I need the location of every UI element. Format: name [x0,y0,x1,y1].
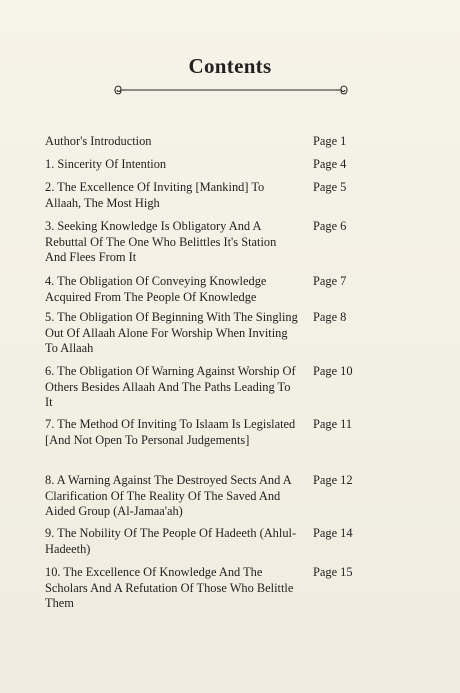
toc-entry-page: Page 5 [313,180,347,194]
toc-entry-page: Page 12 [313,473,353,487]
toc-entry-title: 4. The Obligation Of Conveying Knowledge Acquired From The People Of Knowledge [45,274,267,304]
toc-entry-title: 5. The Obligation Of Beginning With The Singling Out Of Allaah Alone For Worship When Inviting To Allaah [45,310,298,356]
toc-entry-page: Page 4 [313,157,347,171]
toc-entry-page: Page 15 [313,565,353,579]
toc-entry-5 [45,310,375,357]
toc-entry-title: 9. The Nobility Of The People Of Hadeeth (Ahlul-Hadeeth) [45,526,297,556]
toc-entry-title: 7. The Method Of Inviting To Islaam Is Legislated [And Not Open To Personal Judgements] [45,417,296,447]
toc-entry-page: Page 10 [313,364,353,378]
toc-entry-title: 8. A Warning Against The Destroyed Sects And A Clarification Of The Reality Of The Saved And Aided Group (Al-Jamaa'ah) [45,473,291,519]
toc-entry-page: Page 6 [313,219,347,233]
toc-entry-10 [45,565,375,612]
toc-entry-title: 1. Sincerity Of Intention [45,157,167,171]
toc-entry-9 [45,526,375,557]
toc-entry-title: Author's Introduction [45,134,152,148]
toc-entry-8 [45,473,375,520]
toc-entry-title: 10. The Excellence Of Knowledge And The Scholars And A Refutation Of Those Who Belittle Them [45,565,294,611]
toc-entry-page: Page 1 [313,134,347,148]
page-title: Contents [188,54,272,78]
toc-entry-3 [45,219,375,266]
toc-entry-page: Page 7 [313,274,347,288]
ornamental-rule [112,83,350,97]
toc-entry-4 [45,274,375,305]
toc-entry-2 [45,180,375,211]
toc-entry-7 [45,417,375,448]
toc-entry-title: 2. The Excellence Of Inviting [Mankind] To Allaah, The Most High [45,180,265,210]
toc-entry-page: Page 8 [313,310,347,324]
toc-entry-intro [45,134,375,150]
toc-entry-title: 3. Seeking Knowledge Is Obligatory And A Rebuttal Of The One Who Belittles It's Station And Flees From It [45,219,277,265]
toc-entry-6 [45,364,375,411]
toc-entry-1 [45,157,375,173]
toc-entry-page: Page 14 [313,526,353,540]
toc-entry-page: Page 11 [313,417,353,431]
toc-entry-title: 6. The Obligation Of Warning Against Worship Of Others Besides Allaah And The Paths Leading To It [45,364,296,410]
